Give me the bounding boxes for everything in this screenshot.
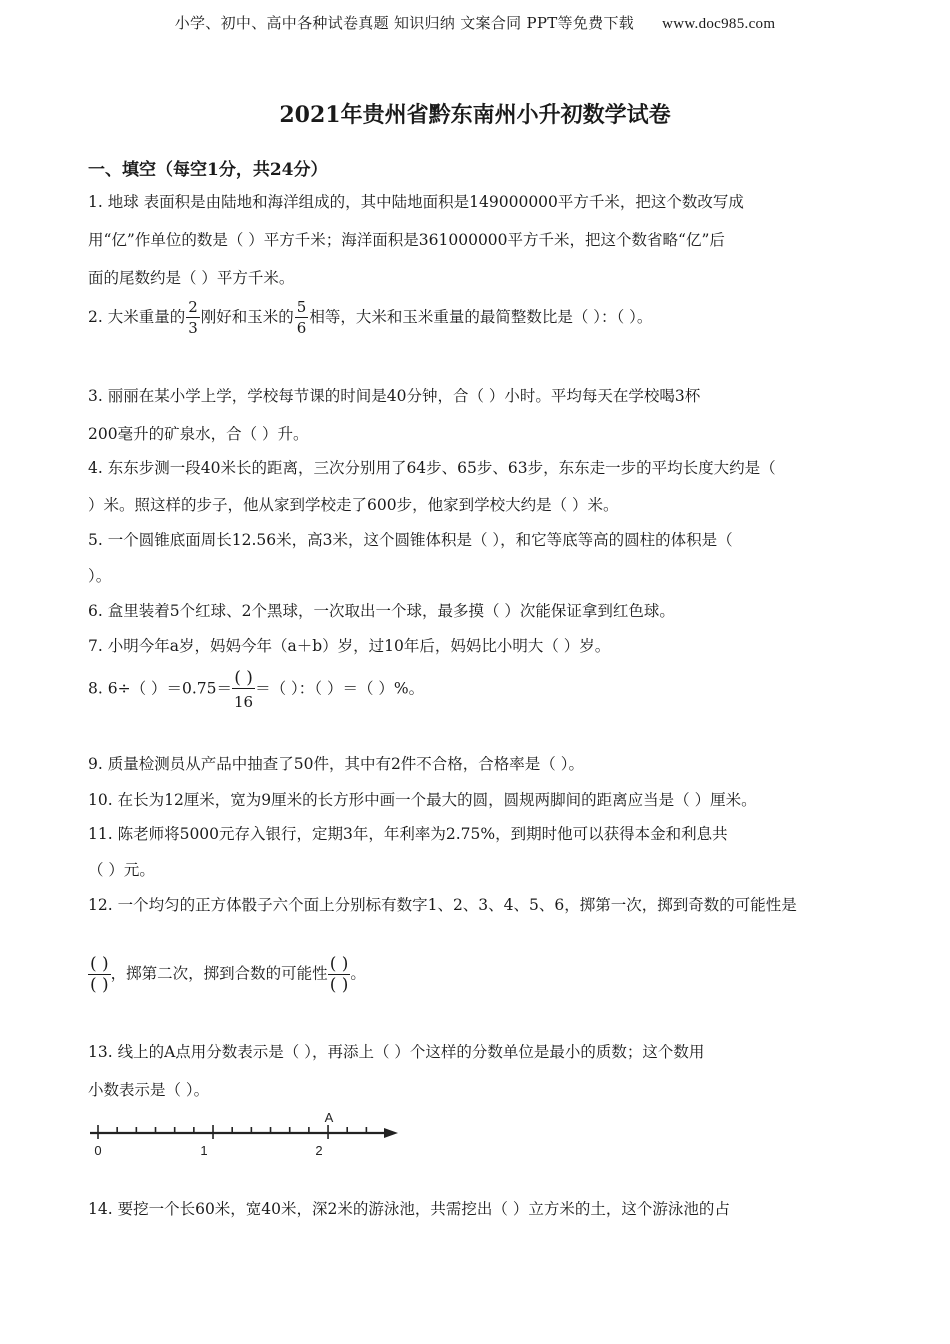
- q11-line1: 11. 陈老师将5000元存入银行，定期3年，年利率为2.75%，到期时他可以获得本金和利息共: [88, 825, 728, 843]
- tick-label-1: 1: [200, 1143, 208, 1158]
- header-url[interactable]: www.doc985.com: [662, 16, 776, 32]
- q12-fraction-odd: $\frac{( )}{( )}$: [90, 954, 109, 995]
- tick-label-0: 0: [94, 1143, 102, 1158]
- fraction-two-thirds: $\frac{2}{3}$: [188, 298, 198, 337]
- page-header: [0, 12, 950, 33]
- q12-line1: 12. 一个均匀的正方体骰子六个面上分别标有数字1、2、3、4、5、6，掷第一次，掷到奇数的可能性是: [88, 896, 797, 914]
- q2-text-a: 2. 大米重量的: [88, 308, 186, 326]
- tick-label-2: 2: [315, 1143, 323, 1158]
- number-line: [86, 1108, 406, 1160]
- q1-line2: 用“亿”作单位的数是（ ）平方千米；海洋面积是361000000平方千米，把这个数省略“亿”后: [88, 231, 725, 249]
- point-a-label: A: [324, 1110, 334, 1125]
- q9-line: 9. 质量检测员从产品中抽查了50件，其中有2件不合格，合格率是（ ）。: [88, 755, 584, 773]
- q3-line2: 200毫升的矿泉水，合（ ）升。: [88, 425, 309, 443]
- q4-line2: ）米。照这样的步子，他从家到学校走了600步，他家到学校大约是（ ）米。: [88, 496, 619, 514]
- q7-line: 7. 小明今年a岁，妈妈今年（a＋b）岁，过10年后，妈妈比小明大（ ）岁。: [88, 637, 611, 655]
- q11-line2: （ ）元。: [88, 861, 155, 879]
- section-heading: 一、填空（每空1分，共24分）: [88, 160, 328, 180]
- q4-line1: 4. 东东步测一段40米长的距离，三次分别用了64步、65步、63步，东东走一步的平均长度大约是（: [88, 459, 776, 477]
- q2-text-c: 相等，大米和玉米重量的最简整数比是（ ）：（ ）。: [309, 308, 653, 326]
- q8-text-a: 8. 6÷（ ）＝0.75＝: [88, 679, 233, 698]
- q1-line3: 面的尾数约是（ ）平方千米。: [88, 269, 295, 287]
- q12-line2: [88, 954, 366, 995]
- header-text: 小学、初中、高中各种试卷真题 知识归纳 文案合同 PPT等免费下载: [174, 14, 635, 32]
- q13-line1: 13. 线上的A点用分数表示是（ ），再添上（ ）个这样的分数单位是最小的质数；这个数用: [88, 1043, 705, 1061]
- q12-text-end: 。: [350, 964, 366, 983]
- q2-line: [88, 300, 652, 336]
- q5-line1: 5. 一个圆锥底面周长12.56米，高3米，这个圆锥体积是（ ），和它等底等高的圆柱的体积是（: [88, 531, 733, 549]
- q3-line1: 3. 丽丽在某小学上学，学校每节课的时间是40分钟，合（ ）小时。平均每天在学校喝3杯: [88, 387, 701, 405]
- q10-line: 10. 在长为12厘米，宽为9厘米的长方形中画一个最大的圆，圆规两脚间的距离应当是（ ）厘米。: [88, 791, 757, 809]
- q6-line: 6. 盒里装着5个红球、2个黑球，一次取出一个球，最多摸（ ）次能保证拿到红色球。: [88, 602, 675, 620]
- fraction-five-sixths: $\frac{5}{6}$: [296, 298, 307, 337]
- q13-line2: 小数表示是（ ）。: [88, 1081, 210, 1099]
- q8-fraction: $\frac{( )}{16}$: [234, 668, 254, 711]
- arrow-head-icon: [384, 1128, 398, 1138]
- page-title: 2021年贵州省黔东南州小升初数学试卷: [279, 102, 671, 128]
- q12-text-mid: ，掷第二次，掷到合数的可能性: [110, 964, 328, 983]
- q1-line1: 1. 地球 表面积是由陆地和海洋组成的，其中陆地面积是149000000平方千米，把这个数改写成: [88, 193, 744, 211]
- q14-line: 14. 要挖一个长60米，宽40米，深2米的游泳池，共需挖出（ ）立方米的土，这个游泳池的占: [88, 1200, 730, 1218]
- q5-line2: ）。: [88, 567, 112, 585]
- q12-fraction-composite: $\frac{( )}{( )}$: [329, 954, 349, 995]
- q2-text-b: 刚好和玉米的: [200, 308, 294, 326]
- q8-line: [88, 668, 424, 711]
- q8-text-b: ＝（ ）：（ ）＝（ ）%。: [255, 679, 425, 698]
